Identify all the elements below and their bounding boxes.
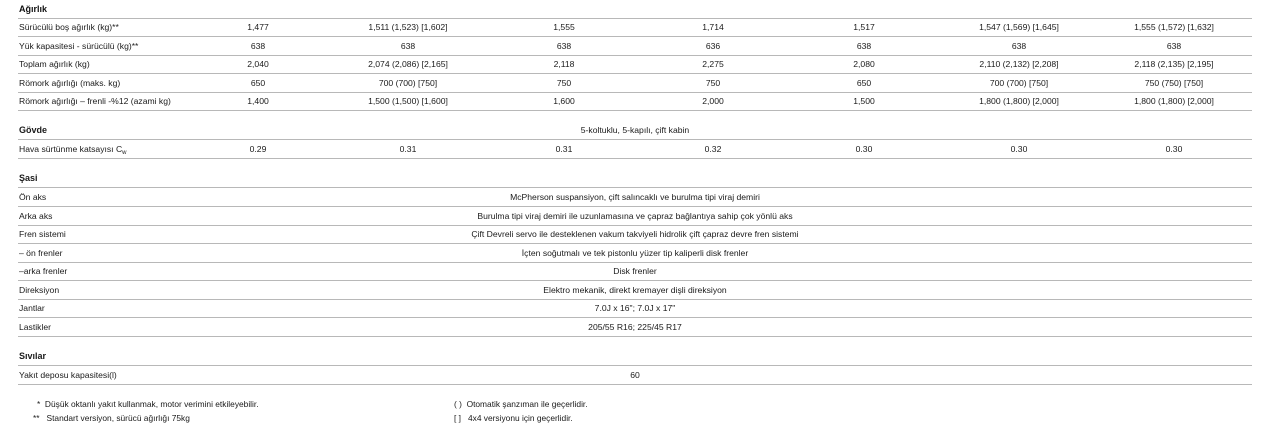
weight-row-label: Sürücülü boş ağırlık (kg)** — [19, 22, 119, 32]
drag-coefficient-label — [19, 140, 127, 158]
weight-row-value: 1,511 (1,523) [1,602] — [368, 22, 448, 32]
fluids-row — [18, 366, 1252, 385]
footnote-text: Düşük oktanlı yakıt kullanmak, motor verimini etkileyebilir. — [44, 399, 259, 409]
drag-coefficient-value: 0.32 — [704, 144, 722, 154]
footnote-mark: ( ) — [454, 399, 462, 409]
weight-row-value: 1,555 (1,572) [1,632] — [1134, 22, 1214, 32]
chassis-row — [18, 225, 1252, 244]
footnote-mark: ** — [33, 413, 40, 423]
weight-row-value: 1,400 — [247, 96, 269, 106]
chassis-row — [18, 207, 1252, 226]
chassis-row-value: 7.0J x 16"; 7.0J x 17" — [594, 303, 676, 313]
chassis-row-label: Lastikler — [19, 321, 51, 332]
weight-row — [18, 37, 1252, 56]
weight-row-value: 2,118 (2,135) [2,195] — [1134, 59, 1214, 69]
weight-row-label: Römork ağırlığı (maks. kg) — [19, 77, 121, 88]
chassis-row-label: Arka aks — [19, 210, 53, 221]
chassis-row-value: 205/55 R16; 225/45 R17 — [588, 321, 682, 332]
weight-row-value: 1,555 — [553, 22, 575, 32]
chassis-row-label: – ön frenler — [19, 247, 63, 258]
weight-row-value: 638 — [250, 40, 266, 51]
chassis-row-value: Elektro mekanik, direkt kremayer dişli direksiyon — [543, 284, 727, 295]
weight-row-value: 650 — [250, 77, 266, 88]
chassis-row — [18, 262, 1252, 281]
footnote-text: Standart versiyon, sürücü ağırlığı 75kg — [46, 413, 190, 423]
drag-coefficient-value: 0.30 — [1165, 144, 1183, 154]
weight-row-value: 2,040 — [247, 59, 269, 69]
drag-coefficient-label-sub: w — [122, 150, 127, 156]
drag-coefficient-value: 0.30 — [855, 144, 873, 154]
weight-row-value: 638 — [1166, 40, 1182, 51]
footnote-automatic — [454, 399, 588, 409]
section-title-body: Gövde — [19, 125, 48, 135]
weight-row-value: 1,714 — [702, 22, 724, 32]
footnote-mark: * — [37, 399, 41, 409]
weight-row-value: 1,517 — [853, 22, 875, 32]
section-title-weight: Ağırlık — [19, 4, 48, 14]
chassis-row — [18, 299, 1252, 318]
footnote-standard-version — [33, 413, 190, 423]
weight-row-value: 2,275 — [702, 59, 724, 69]
weight-row-label: Yük kapasitesi - sürücülü (kg)** — [19, 40, 139, 51]
chassis-row — [18, 244, 1252, 263]
weight-row-label: Toplam ağırlık (kg) — [19, 59, 90, 69]
weight-row-value: 638 — [556, 40, 572, 51]
chassis-row-label: Ön aks — [19, 192, 47, 202]
weight-row — [18, 55, 1252, 74]
fluids-header-row — [18, 347, 1252, 366]
weight-row-value: 2,110 (2,132) [2,208] — [979, 59, 1059, 69]
fluids-row-label: Yakıt deposu kapasitesi(l) — [19, 370, 117, 380]
body-header-row — [18, 121, 1252, 140]
footnote-4x4 — [454, 413, 573, 423]
weight-row-value: 1,800 (1,800) [2,000] — [979, 96, 1059, 106]
weight-row-value: 1,600 — [553, 96, 575, 106]
weight-row-value: 700 (700) [750] — [378, 77, 438, 88]
body-type-text: 5-koltuklu, 5-kapılı, çift kabin — [580, 125, 690, 135]
weight-row-value: 750 (750) [750] — [1144, 77, 1204, 88]
weight-row-value: 638 — [856, 40, 872, 51]
drag-coefficient-label-main: Hava sürtünme katsayısı C — [19, 144, 123, 154]
chassis-row-value: İçten soğutmalı ve tek pistonlu yüzer tip kaliperli disk frenler — [521, 247, 749, 258]
weight-row-value: 700 (700) [750] — [989, 77, 1049, 88]
weight-row-value: 2,074 (2,086) [2,165] — [368, 59, 448, 69]
section-title-fluids: Sıvılar — [19, 351, 47, 361]
chassis-row-label: –arka frenler — [19, 266, 68, 276]
drag-coefficient-row — [18, 140, 1252, 159]
chassis-row-value: Disk frenler — [613, 266, 657, 276]
weight-row — [18, 92, 1252, 111]
section-title-chassis: Şasi — [19, 173, 38, 183]
weight-row-value: 1,477 — [247, 22, 269, 32]
weight-row-value: 638 — [400, 40, 416, 51]
weight-row-value: 636 — [705, 40, 721, 51]
chassis-row-value: Çift Devreli servo ile desteklenen vakum takviyeli hidrolik çift çapraz devre fren sistemi — [471, 229, 799, 239]
weight-row-value: 1,800 (1,800) [2,000] — [1134, 96, 1214, 106]
weight-row-value: 1,547 (1,569) [1,645] — [979, 22, 1059, 32]
drag-coefficient-value: 0.31 — [399, 144, 417, 154]
chassis-row — [18, 188, 1252, 207]
footnote-mark: [ ] — [454, 413, 461, 423]
drag-coefficient-value: 0.31 — [555, 144, 573, 154]
weight-row-value: 2,118 — [553, 59, 575, 69]
chassis-row — [18, 281, 1252, 300]
weight-row-value: 2,000 — [702, 96, 724, 106]
weight-row-value: 1,500 (1,500) [1,600] — [368, 96, 448, 106]
weight-row-value: 750 — [556, 77, 572, 88]
chassis-row-value: Burulma tipi viraj demiri ile uzunlamasına ve çapraz bağlantıya sahip çok yönlü aks — [477, 210, 793, 221]
fluids-row-value: 60 — [630, 370, 640, 380]
drag-coefficient-value: 0.30 — [1010, 144, 1028, 154]
weight-row-value: 2,080 — [853, 59, 875, 69]
chassis-row — [18, 318, 1252, 337]
chassis-row-label: Jantlar — [19, 303, 45, 313]
weight-row-label: Römork ağırlığı – frenli -%12 (azami kg) — [19, 96, 171, 106]
drag-coefficient-value: 0.29 — [249, 144, 267, 154]
weight-row-value: 638 — [1011, 40, 1027, 51]
footnote-text: 4x4 versiyonu için geçerlidir. — [467, 413, 573, 423]
section-header-rule — [18, 0, 1252, 19]
footnote-fuel — [37, 399, 259, 409]
weight-row — [18, 74, 1252, 93]
footnote-text: Otomatik şanzıman ile geçerlidir. — [466, 399, 588, 409]
chassis-row-label: Fren sistemi — [19, 229, 66, 239]
weight-row-value: 750 — [705, 77, 721, 88]
weight-row-value: 650 — [856, 77, 872, 88]
chassis-row-label: Direksiyon — [19, 284, 60, 295]
weight-row — [18, 18, 1252, 37]
chassis-row-value: McPherson suspansiyon, çift salıncaklı ve burulma tipi viraj demiri — [510, 192, 760, 202]
weight-row-value: 1,500 — [853, 96, 875, 106]
chassis-header-row — [18, 169, 1252, 188]
